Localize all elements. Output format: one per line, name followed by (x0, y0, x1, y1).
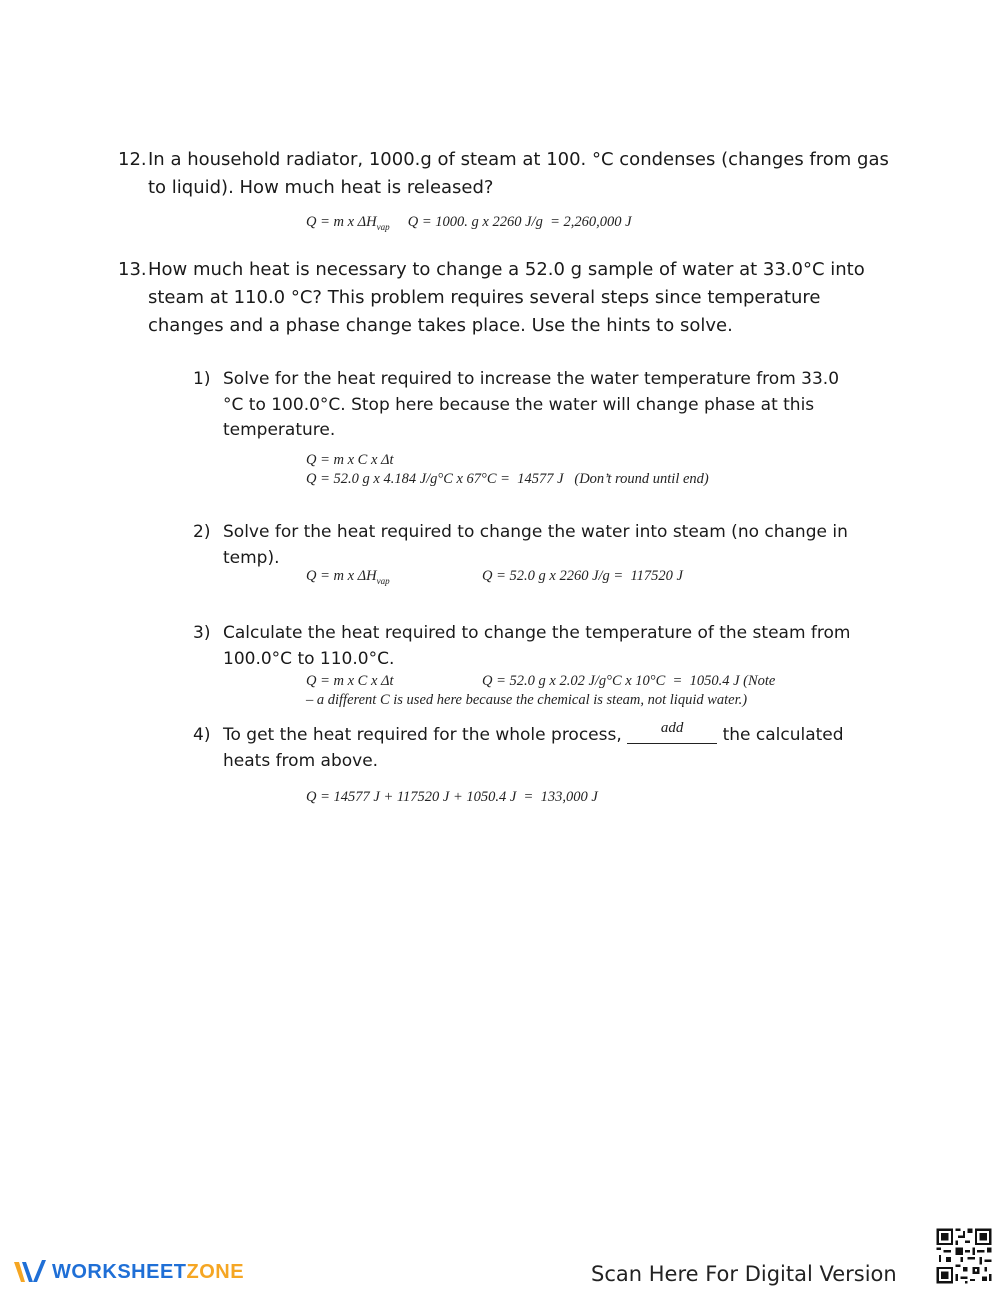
answer-12 (306, 212, 632, 237)
answer-subscript: vap (376, 221, 390, 232)
answer-step-2-left (306, 566, 390, 591)
step-text-before: To get the heat required for the whole process, (223, 725, 622, 745)
step-text: Solve for the heat required to change the water into steam (no change in temp). (223, 522, 848, 568)
fill-in-blank[interactable] (627, 720, 717, 744)
step-number: 2) (193, 522, 211, 542)
step-text-after: the calculated (722, 725, 844, 745)
answer-prefix: Q = m x ΔH (306, 214, 377, 230)
blank-answer: add (660, 720, 684, 736)
worksheetzone-logo-icon (12, 1258, 48, 1286)
answer-step-3-line2: – a different C is used here because the chemical is steam, not liquid water.) (306, 692, 748, 708)
answer-step-2-right: Q = 52.0 g x 2260 J/g = 117520 J (482, 568, 683, 584)
question-12 (118, 146, 898, 202)
answer-rest: Q = 1000. g x 2260 J/g = 2,260,000 J (389, 214, 632, 230)
step-4 (193, 720, 873, 774)
step-text: Solve for the heat required to increase the water temperature from 33.0 °C to 100.0°C. Stop here because the water will change phase at this temperature. (223, 369, 840, 440)
logo-word-zone: ZONE (186, 1260, 245, 1283)
step-3 (193, 621, 853, 672)
answer-step-3-left: Q = m x C x Δt (306, 673, 394, 689)
step-2 (193, 520, 853, 571)
scan-instruction: Scan Here For Digital Version (591, 1262, 897, 1286)
step-number: 3) (193, 623, 211, 643)
step-number: 1) (193, 369, 211, 389)
question-13 (118, 256, 888, 340)
answer-subscript: vap (376, 575, 390, 586)
answer-step-4: Q = 14577 J + 117520 J + 1050.4 J = 133,000 J (306, 789, 598, 805)
question-number: 13. (118, 259, 147, 280)
question-text: How much heat is necessary to change a 52.0 g sample of water at 33.0°C into steam at 110.0 °C? This problem requires several steps since temperature changes and a phase change takes place. Use the hints to solve. (148, 259, 865, 336)
answer-prefix: Q = m x ΔH (306, 568, 377, 584)
answer-step-1-line2: Q = 52.0 g x 4.184 J/g°C x 67°C = 14577 J (Don’t round until end) (306, 471, 709, 487)
step-text: Calculate the heat required to change the temperature of the steam from 100.0°C to 110.0°C. (223, 623, 851, 669)
question-number: 12. (118, 149, 147, 170)
step-text (223, 720, 873, 774)
step-number: 4) (193, 725, 211, 745)
logo-word-worksheet: WORKSHEET (52, 1260, 187, 1283)
question-text: In a household radiator, 1000.g of steam at 100. °C condenses (changes from gas to liquid). How much heat is released? (148, 149, 889, 198)
answer-step-3-right: Q = 52.0 g x 2.02 J/g°C x 10°C = 1050.4 J (Note (482, 673, 776, 689)
step-1 (193, 367, 853, 444)
qr-code-icon[interactable] (932, 1226, 996, 1286)
step-text-line2: heats from above. (223, 750, 379, 771)
answer-step-1-line1: Q = m x C x Δt (306, 452, 394, 468)
worksheetzone-logo[interactable] (12, 1258, 244, 1286)
